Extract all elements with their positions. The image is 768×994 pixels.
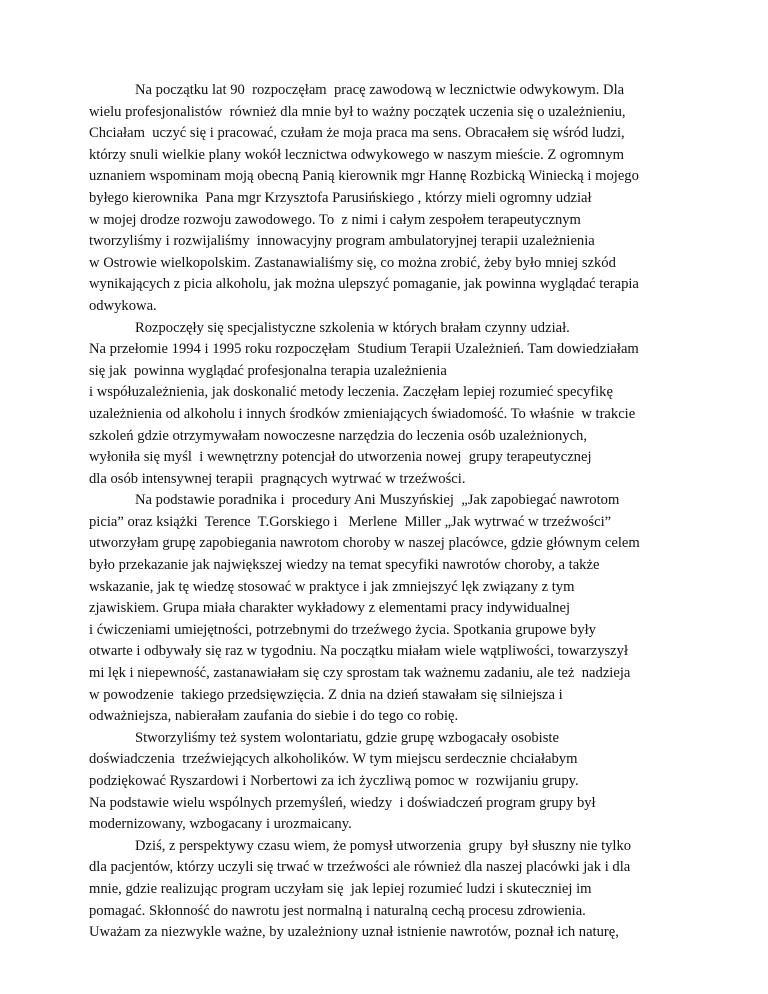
text-line: odważniejsza, nabierałam zaufania do siebie i do tego co robię. <box>89 708 459 725</box>
text-line: mnie, gdzie realizując program uczyłam się jak lepiej rozumieć ludzi i skuteczniej im <box>89 880 592 897</box>
text-line: odwykowa. <box>89 297 157 314</box>
text-line: byłego kierownika Pana mgr Krzysztofa Parusińskiego , którzy mieli ogromny udział <box>89 189 592 206</box>
text-line: Na przełomie 1994 i 1995 roku rozpoczęłam Studium Terapii Uzależnień. Tam dowiedziałam <box>89 341 639 358</box>
body-text <box>89 80 709 944</box>
text-line: zjawiskiem. Grupa miała charakter wykładowy z elementami pracy indywidualnej <box>89 600 571 617</box>
text-line: podziękować Ryszardowi i Norbertowi za ich życzliwą pomoc w rozwijaniu grupy. <box>89 773 579 789</box>
text-line: tworzyliśmy i rozwijaliśmy innowacyjny program ambulatoryjnej terapii uzależnienia <box>89 233 595 250</box>
text-line: się jak powinna wyglądać profesjonalna terapia uzależnienia <box>89 362 447 379</box>
text-line: picia” oraz książki Terence T.Gorskiego i Merlene Miller „Jak wytrwać w trzeźwości” <box>89 513 612 530</box>
text-line: w mojej drodze rozwoju zawodowego. To z nimi i całym zespołem terapeutycznym <box>89 211 581 228</box>
text-line: Uważam za niezwykle ważne, by uzależniony uznał istnienie nawrotów, poznał ich naturę, <box>89 924 619 941</box>
text-line: Chciałam uczyć się i pracować, czułam że moja praca ma sens. Obracałem się wśród ludzi, <box>89 125 625 142</box>
text-line: wyłoniła się myśl i wewnętrzny potencjał do utworzenia nowej grupy terapeutycznej <box>89 449 592 466</box>
text-line: Rozpoczęły się specjalistyczne szkolenia w których brałam czynny udział. <box>135 319 570 336</box>
text-line: uznaniem wspominam moją obecną Panią kierownik mgr Hannę Rozbicką Winiecką i mojego <box>89 168 639 185</box>
text-line: wielu profesjonalistów również dla mnie był to ważny początek uczenia się o uzależnieniu, <box>89 103 626 120</box>
text-line: którzy snuli wielkie plany wokół lecznictwa odwykowego w naszym mieście. Z ogromnym <box>89 146 624 163</box>
text-line: doświadczenia trzeźwiejących alkoholików. W tym miejscu serdecznie chciałabym <box>89 751 578 768</box>
text-line: Dziś, z perspektywy czasu wiem, że pomysł utworzenia grupy był słuszny nie tylko <box>135 837 632 854</box>
text-line: Na podstawie poradnika i procedury Ani Muszyńskiej „Jak zapobiegać nawrotom <box>135 492 620 509</box>
text-line: wynikających z picia alkoholu, jak można ulepszyć pomaganie, jak powinna wyglądać terapia <box>89 276 639 293</box>
text-line: szkoleń gdzie otrzymywałam nowoczesne narzędzia do leczenia osób uzależnionych, <box>89 427 587 444</box>
text-line: i ćwiczeniami umiejętności, potrzebnymi do trzeźwego życia. Spotkania grupowe były <box>89 621 596 638</box>
text-line: utworzyłam grupę zapobiegania nawrotom choroby w naszej placówce, gdzie głównym celem <box>89 535 640 552</box>
text-line: modernizowany, wzbogacany i urozmaicany. <box>89 816 352 833</box>
text-line: i współuzależnienia, jak doskonalić metody leczenia. Zaczęłam lepiej rozumieć specyfikę <box>89 384 613 401</box>
text-line: Na podstawie wielu wspólnych przemyśleń, wiedzy i doświadczeń program grupy był <box>89 794 596 811</box>
text-line: dla pacjentów, którzy uczyli się trwać w trzeźwości ale również dla naszej placówki jak i dla <box>89 859 631 876</box>
text-line: mi lęk i niepewność, zastanawiałam się czy sprostam tak ważnemu zadaniu, ale też nadzieja <box>89 665 631 682</box>
text-line: dla osób intensywnej terapii pragnących wytrwać w trzeźwości. <box>89 470 466 487</box>
text-line: było przekazanie jak największej wiedzy na temat specyfiki nawrotów choroby, a także <box>89 557 600 574</box>
text-line: w powodzenie takiego przedsięwzięcia. Z dnia na dzień stawałam się silniejsza i <box>89 686 563 703</box>
text-line: otwarte i odbywały się raz w tygodniu. Na początku miałam wiele wątpliwości, towarzyszył <box>89 643 628 660</box>
text-line: Na początku lat 90 rozpoczęłam pracę zawodową w lecznictwie odwykowym. Dla <box>135 82 625 98</box>
text-line: Stworzyliśmy też system wolontariatu, gdzie grupę wzbogacały osobiste <box>135 729 559 746</box>
text-line: pomagać. Skłonność do nawrotu jest normalną i naturalną cechą procesu zdrowienia. <box>89 902 586 919</box>
text-line: w Ostrowie wielkopolskim. Zastanawialiśmy się, co można zrobić, żeby było mniej szkód <box>89 254 616 271</box>
text-line: uzależnienia od alkoholu i innych środków zmieniających świadomość. To właśnie w trakcie <box>89 405 636 422</box>
text-line: wskazanie, jak tę wiedzę stosować w praktyce i jak zmniejszyć lęk związany z tym <box>89 578 575 595</box>
